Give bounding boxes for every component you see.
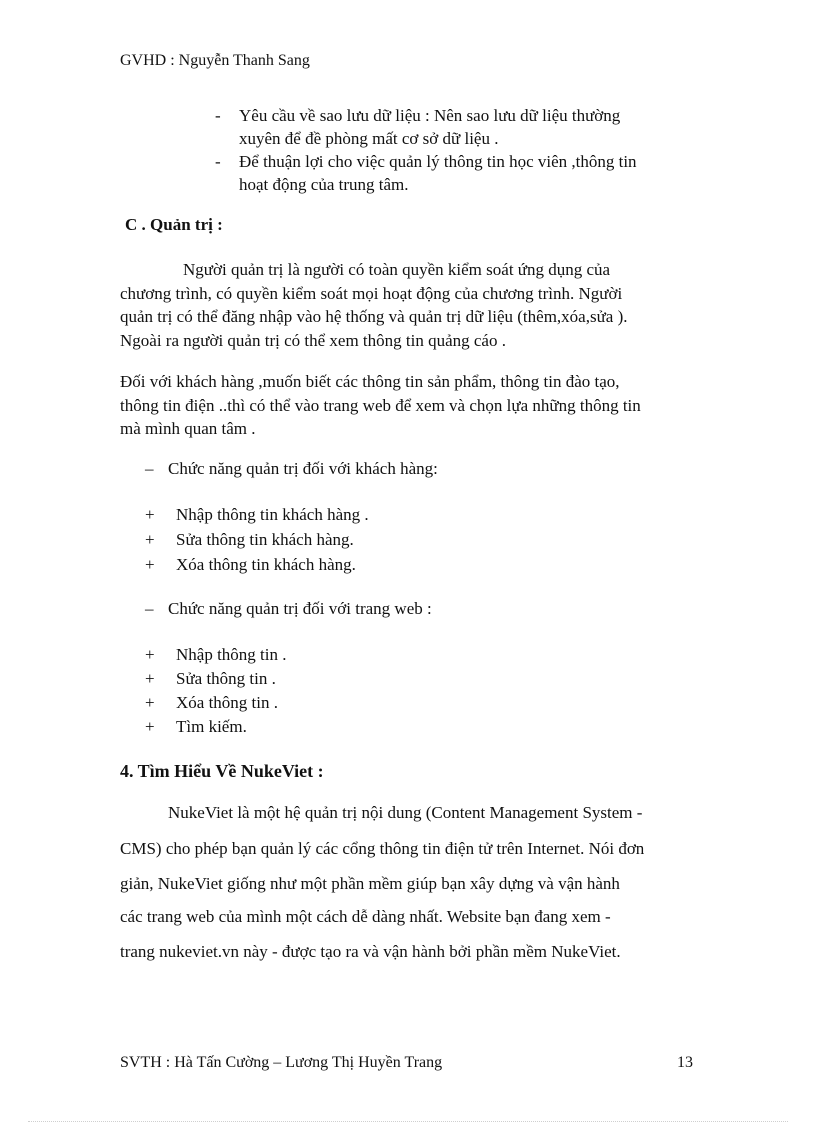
section-4-heading: 4. Tìm Hiểu Về NukeViet : <box>120 761 324 781</box>
list-item: Xóa thông tin . <box>176 693 278 712</box>
bullet-marker: - <box>215 106 221 125</box>
paragraph-line: Đối với khách hàng ,muốn biết các thông tin sản phẩm, thông tin đào tạo, <box>120 372 620 391</box>
plus-marker: + <box>145 645 155 664</box>
paragraph-line: mà mình quan tâm . <box>120 419 256 438</box>
list-item: Nhập thông tin . <box>176 645 287 664</box>
plus-marker: + <box>145 505 155 524</box>
list-item-line: hoạt động của trung tâm. <box>239 175 409 194</box>
paragraph-line: giản, NukeViet giống như một phần mềm giúp bạn xây dựng và vận hành <box>120 874 620 893</box>
paragraph-line: Người quản trị là người có toàn quyền kiểm soát ứng dụng của <box>183 260 611 279</box>
list-item: Tìm kiếm. <box>176 717 247 736</box>
paragraph-line: trang nukeviet.vn này - được tạo ra và vận hành bởi phần mềm NukeViet. <box>120 942 621 961</box>
group-marker: – <box>145 459 154 478</box>
list-item: Sửa thông tin . <box>176 669 276 688</box>
section-c-heading: C . Quản trị : <box>125 215 223 234</box>
plus-marker: + <box>145 669 155 688</box>
list-item: Sửa thông tin khách hàng. <box>176 530 354 549</box>
plus-marker: + <box>145 717 155 736</box>
footer-authors: SVTH : Hà Tấn Cường – Lương Thị Huyền Trang <box>120 1054 443 1071</box>
list-item-line: Để thuận lợi cho việc quản lý thông tin học viên ,thông tin <box>239 152 637 171</box>
list-item-line: xuyên để đề phòng mất cơ sở dữ liệu . <box>239 129 499 148</box>
group-title: Chức năng quản trị đối với khách hàng: <box>168 459 438 478</box>
paragraph-line: quản trị có thể đăng nhập vào hệ thống và quản trị dữ liệu (thêm,xóa,sửa ). <box>120 307 628 326</box>
paragraph-line: NukeViet là một hệ quản trị nội dung (Content Management System - <box>168 803 643 822</box>
page-bottom-divider <box>28 1121 788 1122</box>
list-item: Nhập thông tin khách hàng . <box>176 505 369 524</box>
group-title: Chức năng quản trị đối với trang web : <box>168 599 432 618</box>
paragraph-line: Ngoài ra người quản trị có thể xem thông tin quảng cáo . <box>120 331 506 350</box>
paragraph-line: CMS) cho phép bạn quản lý các cổng thông tin điện tử trên Internet. Nói đơn <box>120 839 645 858</box>
paragraph-line: chương trình, có quyền kiểm soát mọi hoạt động của chương trình. Người <box>120 284 623 303</box>
page-number: 13 <box>677 1054 693 1071</box>
page-header: GVHD : Nguyễn Thanh Sang <box>120 52 310 69</box>
group-marker: – <box>145 599 154 618</box>
plus-marker: + <box>145 693 155 712</box>
list-item: Xóa thông tin khách hàng. <box>176 555 356 574</box>
bullet-marker: - <box>215 152 221 171</box>
plus-marker: + <box>145 530 155 549</box>
list-item-line: Yêu cầu về sao lưu dữ liệu : Nên sao lưu dữ liệu thường <box>239 106 621 125</box>
paragraph-line: các trang web của mình một cách dễ dàng nhất. Website bạn đang xem - <box>120 907 611 926</box>
paragraph-line: thông tin điện ..thì có thể vào trang web để xem và chọn lựa những thông tin <box>120 396 641 415</box>
plus-marker: + <box>145 555 155 574</box>
